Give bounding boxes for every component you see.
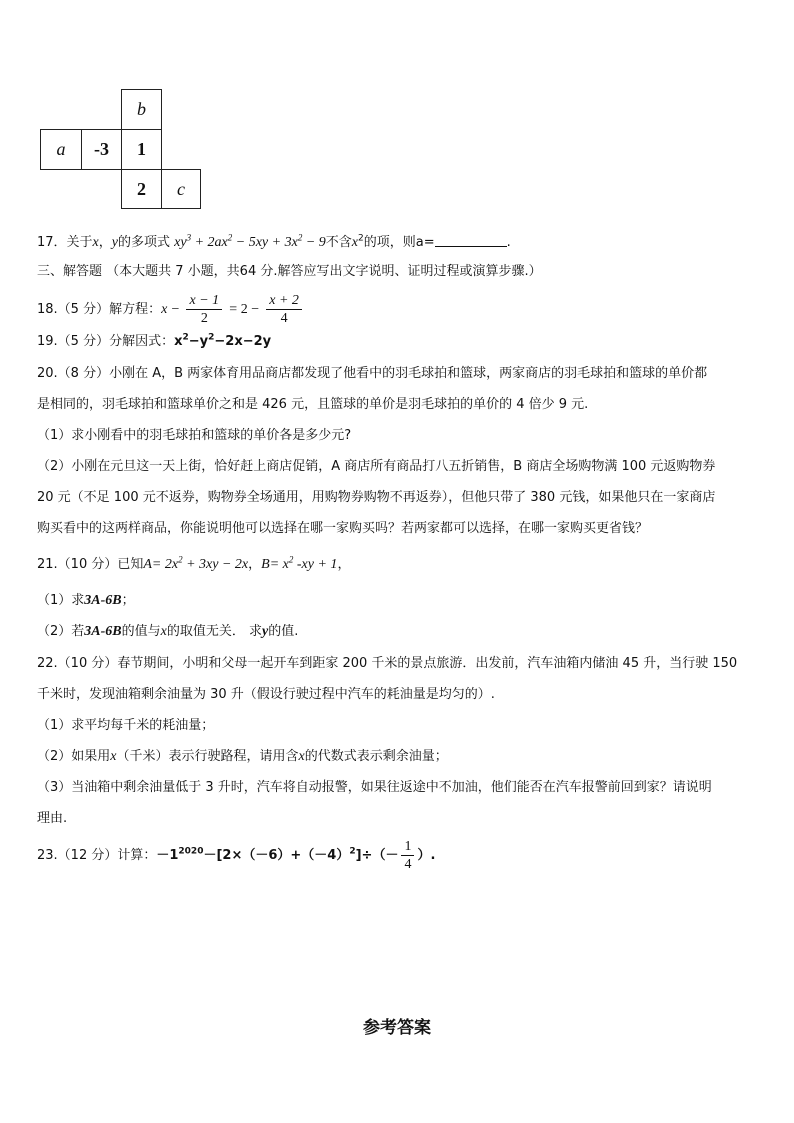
answer-blank — [435, 234, 507, 247]
net-cell-1: 1 — [121, 129, 162, 170]
question-22-line-2: 千米时，发现油箱剩余油量为 30 升（假设行驶过程中汽车的耗油量是均匀的）. — [37, 687, 495, 702]
question-20-line-2: 是相同的，羽毛球拍和篮球单价之和是 426 元，且篮球的单价是羽毛球拍的单价的 4 倍少 9 元. — [37, 397, 589, 412]
net-cell-neg3: -3 — [81, 129, 122, 170]
question-20-line-1: 20.（8 分）小刚在 A，B 两家体育用品商店都发现了他看中的羽毛球拍和篮球，两家商店的羽毛球拍和篮球的单价都 — [37, 366, 708, 381]
question-22-part-3-line-1: （3）当油箱中剩余油量低于 3 升时，汽车将自动报警，如果往返途中不加油，他们能否在汽车报警前回到家？请说明 — [37, 780, 712, 795]
question-22-part-2: （2）如果用x（千米）表示行驶路程，请用含x的代数式表示剩余油量； — [37, 749, 448, 764]
question-21-part-1: （1）求3A-6B； — [37, 593, 135, 608]
section-3-heading: 三、解答题 （本大题共 7 小题，共64 分.解答应写出文字说明、证明过程或演算步骤.） — [37, 264, 542, 279]
question-23: 23.（12 分）计算：$-1^{2020}-[2\times(-6)+(-4)^2]\div(-$ $\frac{1}{4}$ ）. — [37, 839, 436, 872]
answer-heading: 参考答案 — [363, 1018, 431, 1038]
net-cell-2: 2 — [121, 169, 162, 209]
net-cell-a: a — [40, 129, 82, 170]
fraction-2: $\frac{x + 2}{4}$ — [266, 292, 302, 327]
fraction-quarter: $\frac{1}{4}$ — [401, 838, 414, 873]
question-18: 18.（5 分）解方程：x − $\frac{x - 1}{2}$ = 2 − $\frac{x + 2}{4}$ — [37, 292, 305, 327]
question-19: 19.（5 分）分解因式：$x^2-y^2-2x-2y$ — [37, 332, 272, 349]
net-cell-b: b — [121, 89, 162, 130]
question-20-part-2-line-1: （2）小刚在元旦这一天上街，恰好赶上商店促销，A 商店所有商品打八五折销售，B 商店全场购物满 100 元返购物券 — [37, 459, 716, 474]
question-20-part-2-line-3: 购买看中的这两样商品，你能说明他可以选择在哪一家购买吗？若两家都可以选择，在哪一家购买更省钱？ — [37, 521, 649, 536]
question-22-line-1: 22.（10 分）春节期间，小明和父母一起开车到距家 200 千米的景点旅游．出发前，汽车油箱内储油 45 升，当行驶 150 — [37, 656, 738, 671]
question-20-part-1: （1）求小刚看中的羽毛球拍和篮球的单价各是多少元? — [37, 428, 352, 443]
net-cell-c: c — [161, 169, 201, 209]
question-22-part-3-line-2: 理由. — [37, 811, 68, 826]
question-17: 17．关于x，y的多项式 $xy^3 + 2ax^2 - 5xy + 3x^2 - 9$不含$x^2$的项，则a= . — [37, 232, 511, 250]
question-22-part-1: （1）求平均每千米的耗油量； — [37, 718, 215, 733]
fraction-1: $\frac{x - 1}{2}$ — [186, 292, 222, 327]
question-20-part-2-line-2: 20 元（不足 100 元不返券，购物券全场通用，用购物券购物不再返券），但他只带了 380 元钱，如果他只在一家商店 — [37, 490, 716, 505]
question-21-part-2: （2）若3A-6B的值与x的取值无关． 求y的值. — [37, 624, 299, 639]
question-21: 21.（10 分）已知$A= 2x^2 + 3xy - 2x$，$B= x^2$ -xy + 1， — [37, 554, 351, 572]
